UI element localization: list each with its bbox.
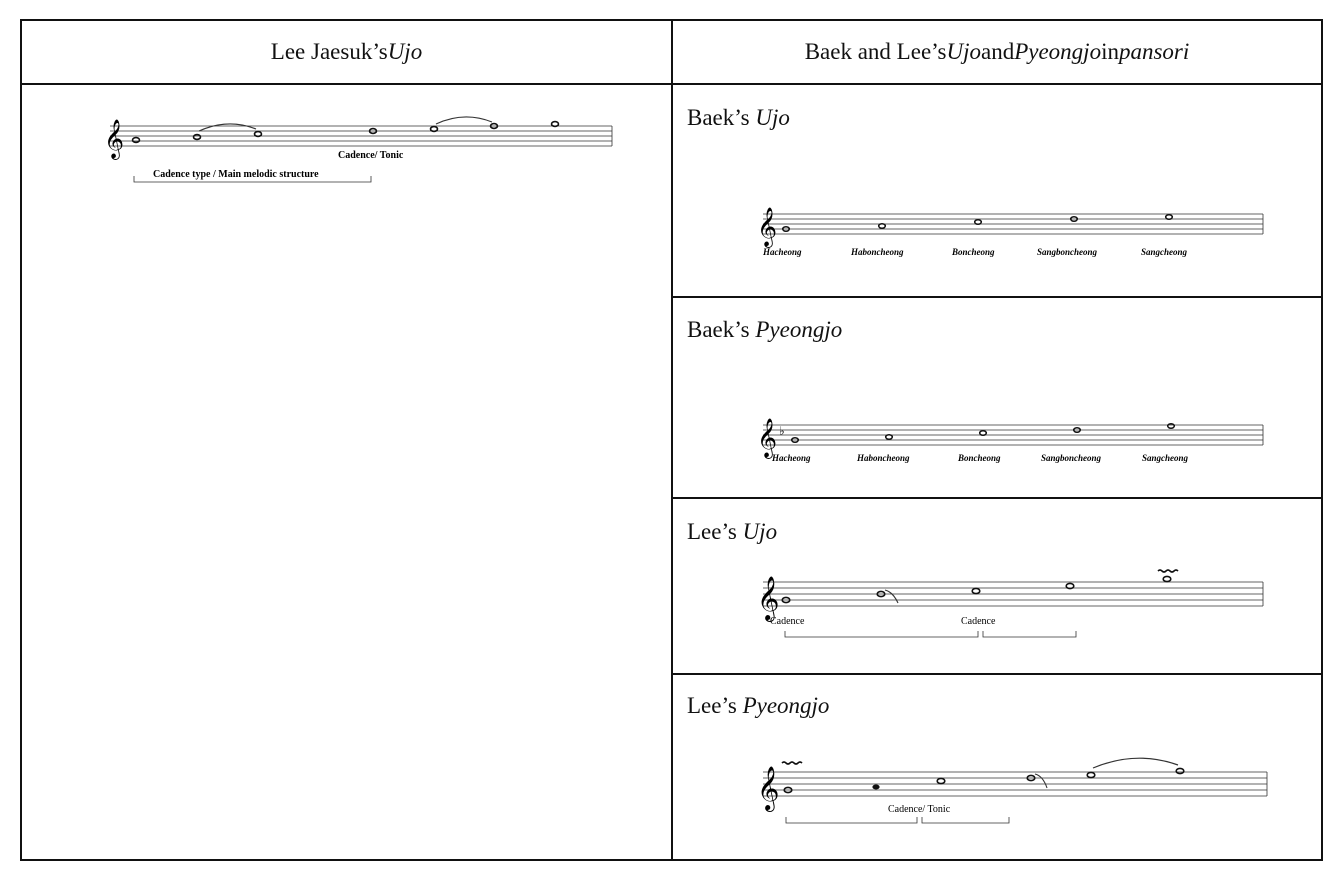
panel-label-italic: Ujo [742, 519, 778, 544]
treble-clef-icon: 𝄞 [757, 768, 780, 810]
row-divider-2 [672, 497, 1323, 499]
right-header-italic-1: Ujo [946, 39, 981, 64]
note-label-hacheong: Hacheong [772, 453, 811, 463]
note-label-haboncheong: Haboncheong [857, 453, 910, 463]
note-label-sangboncheong: Sangboncheong [1041, 453, 1102, 463]
structure-label: Cadence type / Main melodic structure [153, 169, 319, 180]
note-label-sangboncheong: Sangboncheong [1037, 247, 1098, 257]
right-header-italic-2: Pyeongjo [1014, 39, 1102, 64]
panel-label-lee-ujo [687, 519, 777, 545]
panel-label-italic: Pyeongjo [755, 317, 843, 342]
note-label-hacheong: Hacheong [763, 247, 802, 257]
note-label-haboncheong: Haboncheong [851, 247, 904, 257]
lee-ujo-staff [755, 566, 1270, 651]
note-label-boncheong: Boncheong [958, 453, 1001, 463]
panel-label-prefix: Baek’s [687, 317, 756, 342]
row-divider-3 [672, 673, 1323, 675]
vibrato-icon [782, 762, 802, 764]
left-column-header [22, 21, 671, 83]
panel-label-italic: Pyeongjo [742, 693, 830, 718]
vibrato-icon [1158, 570, 1178, 572]
row-divider-1 [672, 296, 1323, 298]
cadence-tonic-label: Cadence/ Tonic [888, 804, 951, 815]
panel-label-baek-ujo [687, 105, 790, 131]
left-header-italic: Ujo [387, 39, 423, 64]
right-header-part-1: Baek and Lee’s [804, 39, 947, 64]
treble-clef-icon: 𝄞 [757, 420, 778, 457]
panel-label-italic: Ujo [755, 105, 790, 130]
cadence-label-2: Cadence [961, 616, 996, 627]
header-divider [20, 83, 1323, 85]
cadence-tonic-label: Cadence/ Tonic [338, 150, 404, 161]
treble-clef-icon: 𝄞 [104, 121, 125, 158]
treble-clef-icon: 𝄞 [757, 209, 778, 246]
flat-icon: ♭ [779, 424, 785, 438]
cadence-label-1: Cadence [770, 616, 805, 627]
panel-label-baek-pyeongjo [687, 317, 842, 343]
left-header-text: Lee Jaesuk’s [270, 39, 388, 64]
right-column-header [673, 21, 1321, 83]
lee-pyeongjo-staff [755, 750, 1270, 835]
panel-label-lee-pyeongjo [687, 693, 829, 719]
cadence-brackets [786, 817, 1009, 823]
note-label-boncheong: Boncheong [952, 247, 995, 257]
note-label-sangcheong: Sangcheong [1142, 453, 1189, 463]
panel-label-prefix: Lee’s [687, 693, 743, 718]
right-header-part-3: in [1101, 39, 1119, 64]
note-label-sangcheong: Sangcheong [1141, 247, 1188, 257]
column-divider [671, 19, 673, 861]
right-header-italic-3: pansori [1118, 39, 1190, 64]
lee-jaesuk-ujo-staff [100, 112, 620, 187]
treble-clef-icon: 𝄞 [757, 578, 780, 620]
panel-label-prefix: Lee’s [687, 519, 743, 544]
panel-label-prefix: Baek’s [687, 105, 756, 130]
baek-ujo-staff [755, 200, 1270, 265]
cadence-brackets [785, 631, 1076, 637]
baek-pyeongjo-staff [755, 411, 1270, 476]
right-header-part-2: and [981, 39, 1015, 64]
